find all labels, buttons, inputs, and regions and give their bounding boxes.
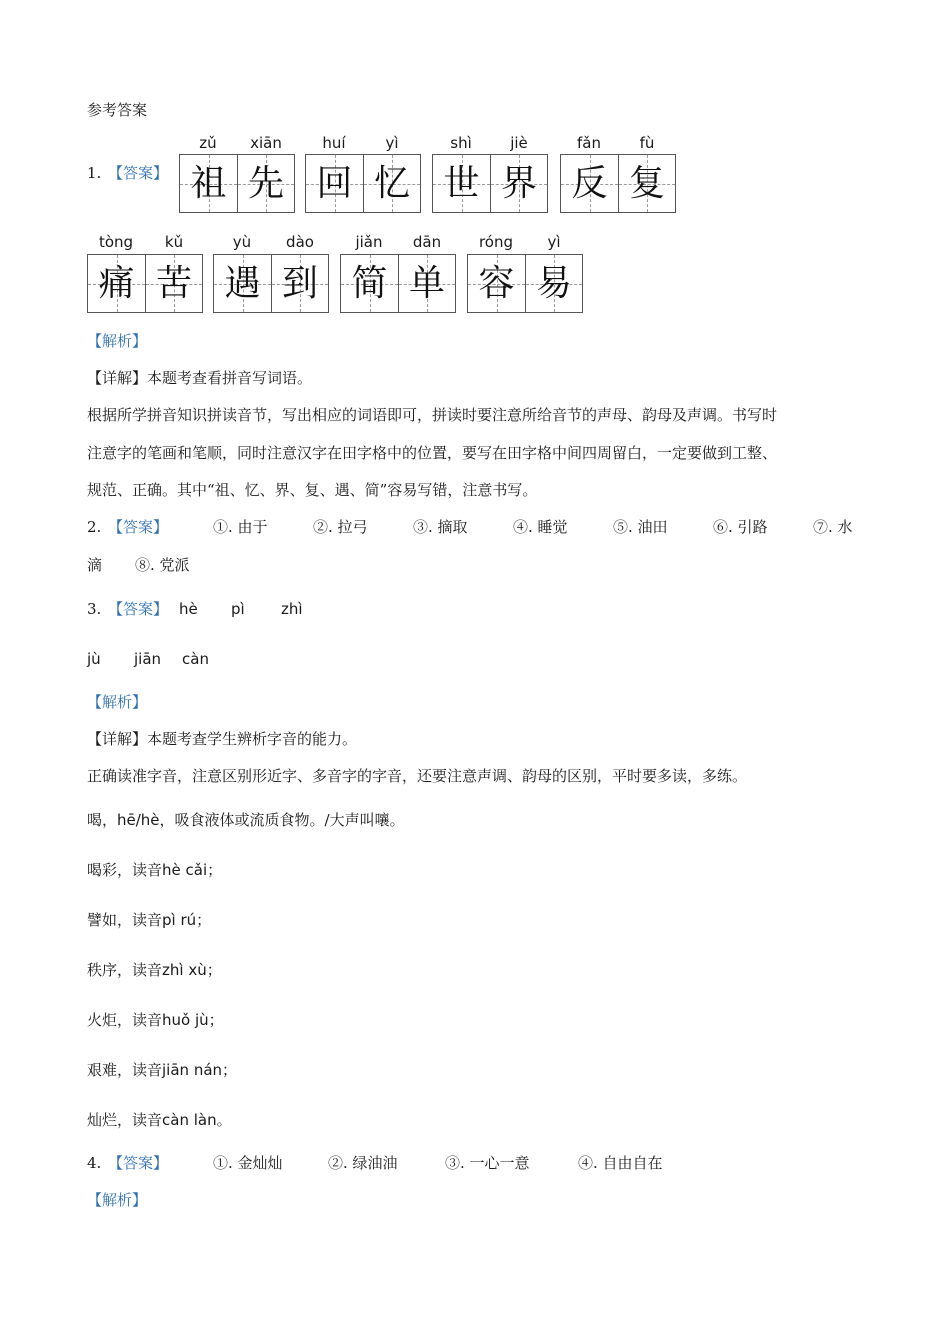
reading-pinyin: càn làn xyxy=(162,1111,217,1129)
q1-paragraph-line-1: 根据所学拼音知识拼读音节，写出相应的词语即可，拼读时要注意所给音节的声母、韵母及声调。书写时 xyxy=(87,406,778,424)
q3-reading-5 xyxy=(87,1060,237,1080)
tianzige-cell xyxy=(561,155,618,212)
pinyin-syllable: tòng xyxy=(98,233,134,251)
hanzi-character: 简 xyxy=(351,262,388,304)
q2-item-8: ⑧. 党派 xyxy=(135,556,190,574)
pinyin-syllable: yù xyxy=(232,233,252,251)
hanzi-character: 回 xyxy=(316,162,353,204)
q2-number: 2. xyxy=(87,518,102,536)
q1-detail-line xyxy=(87,368,312,388)
q3-reading-1 xyxy=(87,860,222,880)
hanzi-character: 易 xyxy=(535,262,572,304)
q3-pinyin-3: zhì xyxy=(281,600,303,618)
q2-item-6: ⑥. 引路 xyxy=(713,518,768,536)
q2-item-1: ①. 由于 xyxy=(213,518,268,536)
reading-punct: ； xyxy=(222,1061,238,1079)
reading-word: 火炬，读音 xyxy=(87,1011,163,1029)
hanzi-character: 忆 xyxy=(373,162,410,204)
q4-number: 4. xyxy=(87,1154,102,1172)
hanzi-character: 界 xyxy=(500,162,537,204)
pinyin-syllable: róng xyxy=(478,233,514,251)
q4-item-2: ②. 绿油油 xyxy=(328,1154,398,1172)
tianzige-word xyxy=(432,154,548,213)
q3-reading-4 xyxy=(87,1010,224,1030)
q3-he-char: 喝， xyxy=(87,811,118,829)
reading-word: 灿烂，读音 xyxy=(87,1111,163,1129)
q3-pinyin-4: jù xyxy=(87,650,101,668)
reading-pinyin: huǒ jù xyxy=(162,1011,209,1029)
q1-analysis-tag: 【解析】 xyxy=(87,332,148,350)
tianzige-cell xyxy=(214,255,271,312)
reading-word: 譬如，读音 xyxy=(87,911,163,929)
hanzi-character: 先 xyxy=(247,162,284,204)
pinyin-syllable: jiǎn xyxy=(355,233,383,251)
tianzige-word xyxy=(467,254,583,313)
q3-detail-tag: 【详解】 xyxy=(87,730,148,748)
q2-item-2: ②. 拉弓 xyxy=(313,518,368,536)
q1-number: 1. xyxy=(87,164,102,182)
q3-number: 3. xyxy=(87,600,102,618)
pinyin-syllable: fǎn xyxy=(577,134,601,152)
hanzi-character: 复 xyxy=(628,162,665,204)
tianzige-cell xyxy=(490,155,547,212)
pinyin-syllable: jiè xyxy=(510,134,528,152)
tianzige-cell xyxy=(398,255,455,312)
reading-pinyin: hè cǎi xyxy=(162,861,208,879)
pinyin-pair xyxy=(467,233,583,251)
reading-pinyin: jiān nán xyxy=(162,1061,223,1079)
pinyin-syllable: huí xyxy=(322,134,346,152)
q1-paragraph-line-2: 注意字的笔画和笔顺，同时注意汉字在田字格中的位置，要写在田字格中间四周留白，一定要做到工整、 xyxy=(87,444,778,462)
q3-he-meaning: ，吸食液体或流质食物。/大声叫嚷。 xyxy=(159,811,405,829)
q3-pinyin-6: càn xyxy=(182,650,209,668)
hanzi-character: 祖 xyxy=(190,162,227,204)
q3-analysis-tag: 【解析】 xyxy=(87,693,148,711)
q3-paragraph: 正确读准字音，注意区别形近字、多音字的字音，还要注意声调、韵母的区别，平时要多读，多练。 xyxy=(87,767,748,785)
tianzige-cell xyxy=(237,155,294,212)
tianzige-word xyxy=(340,254,456,313)
pinyin-syllable: yì xyxy=(385,134,399,152)
hanzi-character: 遇 xyxy=(224,262,261,304)
tianzige-cell xyxy=(180,155,237,212)
tianzige-cell xyxy=(618,155,675,212)
reading-punct: ； xyxy=(208,1011,224,1029)
q3-reading-2 xyxy=(87,910,211,930)
reading-punct: ； xyxy=(207,861,223,879)
pinyin-syllable: zǔ xyxy=(199,134,217,152)
hanzi-character: 单 xyxy=(408,262,445,304)
tianzige-cell xyxy=(433,155,490,212)
pinyin-pair xyxy=(340,233,456,251)
q3-reading-3 xyxy=(87,960,222,980)
q4-analysis-tag: 【解析】 xyxy=(87,1191,148,1209)
pinyin-pair xyxy=(305,134,421,152)
tianzige-cell xyxy=(145,255,202,312)
q3-pinyin-1: hè xyxy=(179,600,198,618)
tianzige-word xyxy=(560,154,676,213)
pinyin-syllable: dào xyxy=(286,233,314,251)
tianzige-cell xyxy=(88,255,145,312)
q4-item-4: ④. 自由自在 xyxy=(578,1154,663,1172)
q3-reading-6 xyxy=(87,1110,232,1130)
reading-punct: 。 xyxy=(216,1111,232,1129)
reading-word: 秩序，读音 xyxy=(87,961,163,979)
tianzige-word xyxy=(213,254,329,313)
pinyin-pair xyxy=(87,233,203,251)
q2-line2-start: 滴 xyxy=(87,556,103,574)
q3-detail-line xyxy=(87,729,357,749)
q2-item-5: ⑤. 油田 xyxy=(613,518,668,536)
q4-answer-tag: 【答案】 xyxy=(108,1154,169,1172)
pinyin-pair xyxy=(432,134,548,152)
q1-detail-text: 本题考查看拼音写词语。 xyxy=(147,369,313,387)
q3-he-line xyxy=(87,810,405,830)
reading-word: 艰难，读音 xyxy=(87,1061,163,1079)
pinyin-syllable: yì xyxy=(547,233,561,251)
tianzige-word xyxy=(305,154,421,213)
q4-item-3: ③. 一心一意 xyxy=(445,1154,530,1172)
pinyin-syllable: fù xyxy=(639,134,655,152)
pinyin-pair xyxy=(179,134,295,152)
tianzige-cell xyxy=(468,255,525,312)
q3-detail-text: 本题考查学生辨析字音的能力。 xyxy=(147,730,358,748)
reading-pinyin: zhì xù xyxy=(162,961,207,979)
reading-pinyin: pì rú xyxy=(162,911,197,929)
q4-item-1: ①. 金灿灿 xyxy=(213,1154,283,1172)
pinyin-syllable: kǔ xyxy=(164,233,184,251)
q3-pinyin-5: jiān xyxy=(134,650,162,668)
q1-detail-tag: 【详解】 xyxy=(87,369,148,387)
reading-punct: ； xyxy=(206,961,222,979)
pinyin-syllable: shì xyxy=(450,134,472,152)
q2-item-7: ⑦. 水 xyxy=(813,518,853,536)
q1-answer-tag: 【答案】 xyxy=(108,164,169,182)
q2-answer-tag: 【答案】 xyxy=(108,518,169,536)
pinyin-syllable: dān xyxy=(412,233,442,251)
hanzi-character: 反 xyxy=(571,162,608,204)
reading-punct: ； xyxy=(196,911,212,929)
tianzige-cell xyxy=(306,155,363,212)
reading-word: 喝彩，读音 xyxy=(87,861,163,879)
tianzige-word xyxy=(87,254,203,313)
q3-answer-tag: 【答案】 xyxy=(108,600,169,618)
tianzige-cell xyxy=(363,155,420,212)
q3-he-pinyin: hē/hè xyxy=(117,811,160,829)
hanzi-character: 到 xyxy=(281,262,318,304)
pinyin-pair xyxy=(213,233,329,251)
pinyin-pair xyxy=(560,134,676,152)
hanzi-character: 世 xyxy=(443,162,480,204)
tianzige-cell xyxy=(525,255,582,312)
q2-item-3: ③. 摘取 xyxy=(413,518,468,536)
page-title: 参考答案 xyxy=(87,101,148,119)
hanzi-character: 苦 xyxy=(155,262,192,304)
q3-pinyin-2: pì xyxy=(231,600,245,618)
q2-item-4: ④. 睡觉 xyxy=(513,518,568,536)
tianzige-cell xyxy=(271,255,328,312)
pinyin-syllable: xiān xyxy=(250,134,282,152)
hanzi-character: 痛 xyxy=(98,262,135,304)
hanzi-character: 容 xyxy=(478,262,515,304)
tianzige-cell xyxy=(341,255,398,312)
tianzige-word xyxy=(179,154,295,213)
q1-paragraph-line-3: 规范、正确。其中“祖、忆、界、复、遇、简”容易写错，注意书写。 xyxy=(87,481,538,499)
